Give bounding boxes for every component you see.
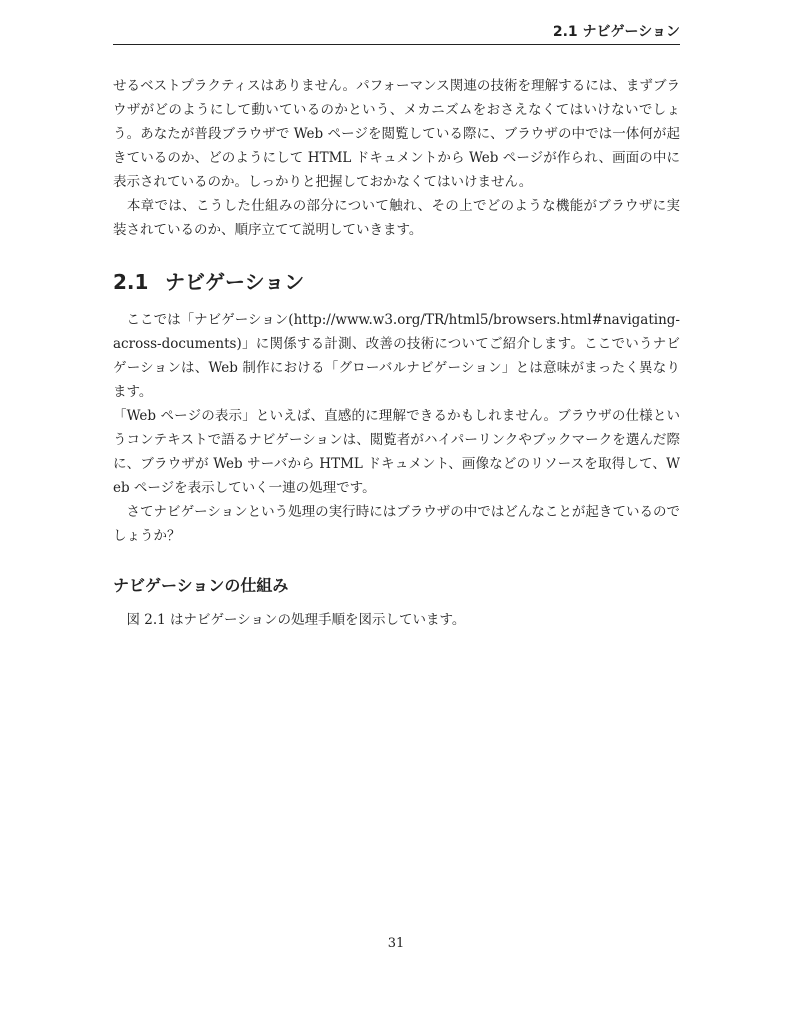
page-content — [113, 74, 680, 632]
section-paragraph-2: 「Web ページの表示」といえば、直感的に理解できるかもしれません。ブラウザの仕様というコンテキストで語るナビゲーションは、閲覧者がハイパーリンクやブックマークを選んだ際に、ブラウザが Web サーバから HTML ドキュメント、画像などのリソースを取得して、Web ページを表示していく一連の処理です。 — [113, 408, 680, 496]
section-number: 2.1 — [113, 270, 149, 294]
intro-paragraph-2: 本章では、こうした仕組みの部分について触れ、その上でどのような機能がブラウザに実装されているのか、順序立てて説明していきます。 — [113, 198, 680, 238]
section-paragraph-1: ここでは「ナビゲーション(http://www.w3.org/TR/html5/browsers.html#navigating-across-documents)」に関係する計測、改善の技術についてご紹介します。ここでいうナビゲーションは、Web 制作における「グローバルナビゲーション」とは意味がまったく異なります。 — [113, 312, 680, 400]
intro-paragraph-1: せるベストプラクティスはありません。パフォーマンス関連の技術を理解するには、まずブラウザがどのようにして動いているのかという、メカニズムをおさえなくてはいけないでしょう。あなたが普段ブラウザで Web ページを閲覧している際に、ブラウザの中では一体何が起きているのか、どのようにして HTML ドキュメントから Web ページが作られ、画面の中に表示されているのか。しっかりと把握しておかなくてはいけません。 — [113, 78, 680, 190]
section-paragraph-3: さてナビゲーションという処理の実行時にはブラウザの中ではどんなことが起きているのでしょうか？ — [113, 504, 680, 544]
running-header-title: 2.1 ナビゲーション — [552, 24, 680, 40]
section-title: ナビゲーション — [165, 270, 305, 294]
page-number: 31 — [387, 936, 405, 951]
subsection-paragraph-1: 図 2.1 はナビゲーションの処理手順を図示しています。 — [113, 612, 466, 628]
running-header — [113, 22, 680, 45]
subsection-heading: ナビゲーションの仕組み — [113, 576, 289, 595]
section-heading — [113, 268, 680, 296]
